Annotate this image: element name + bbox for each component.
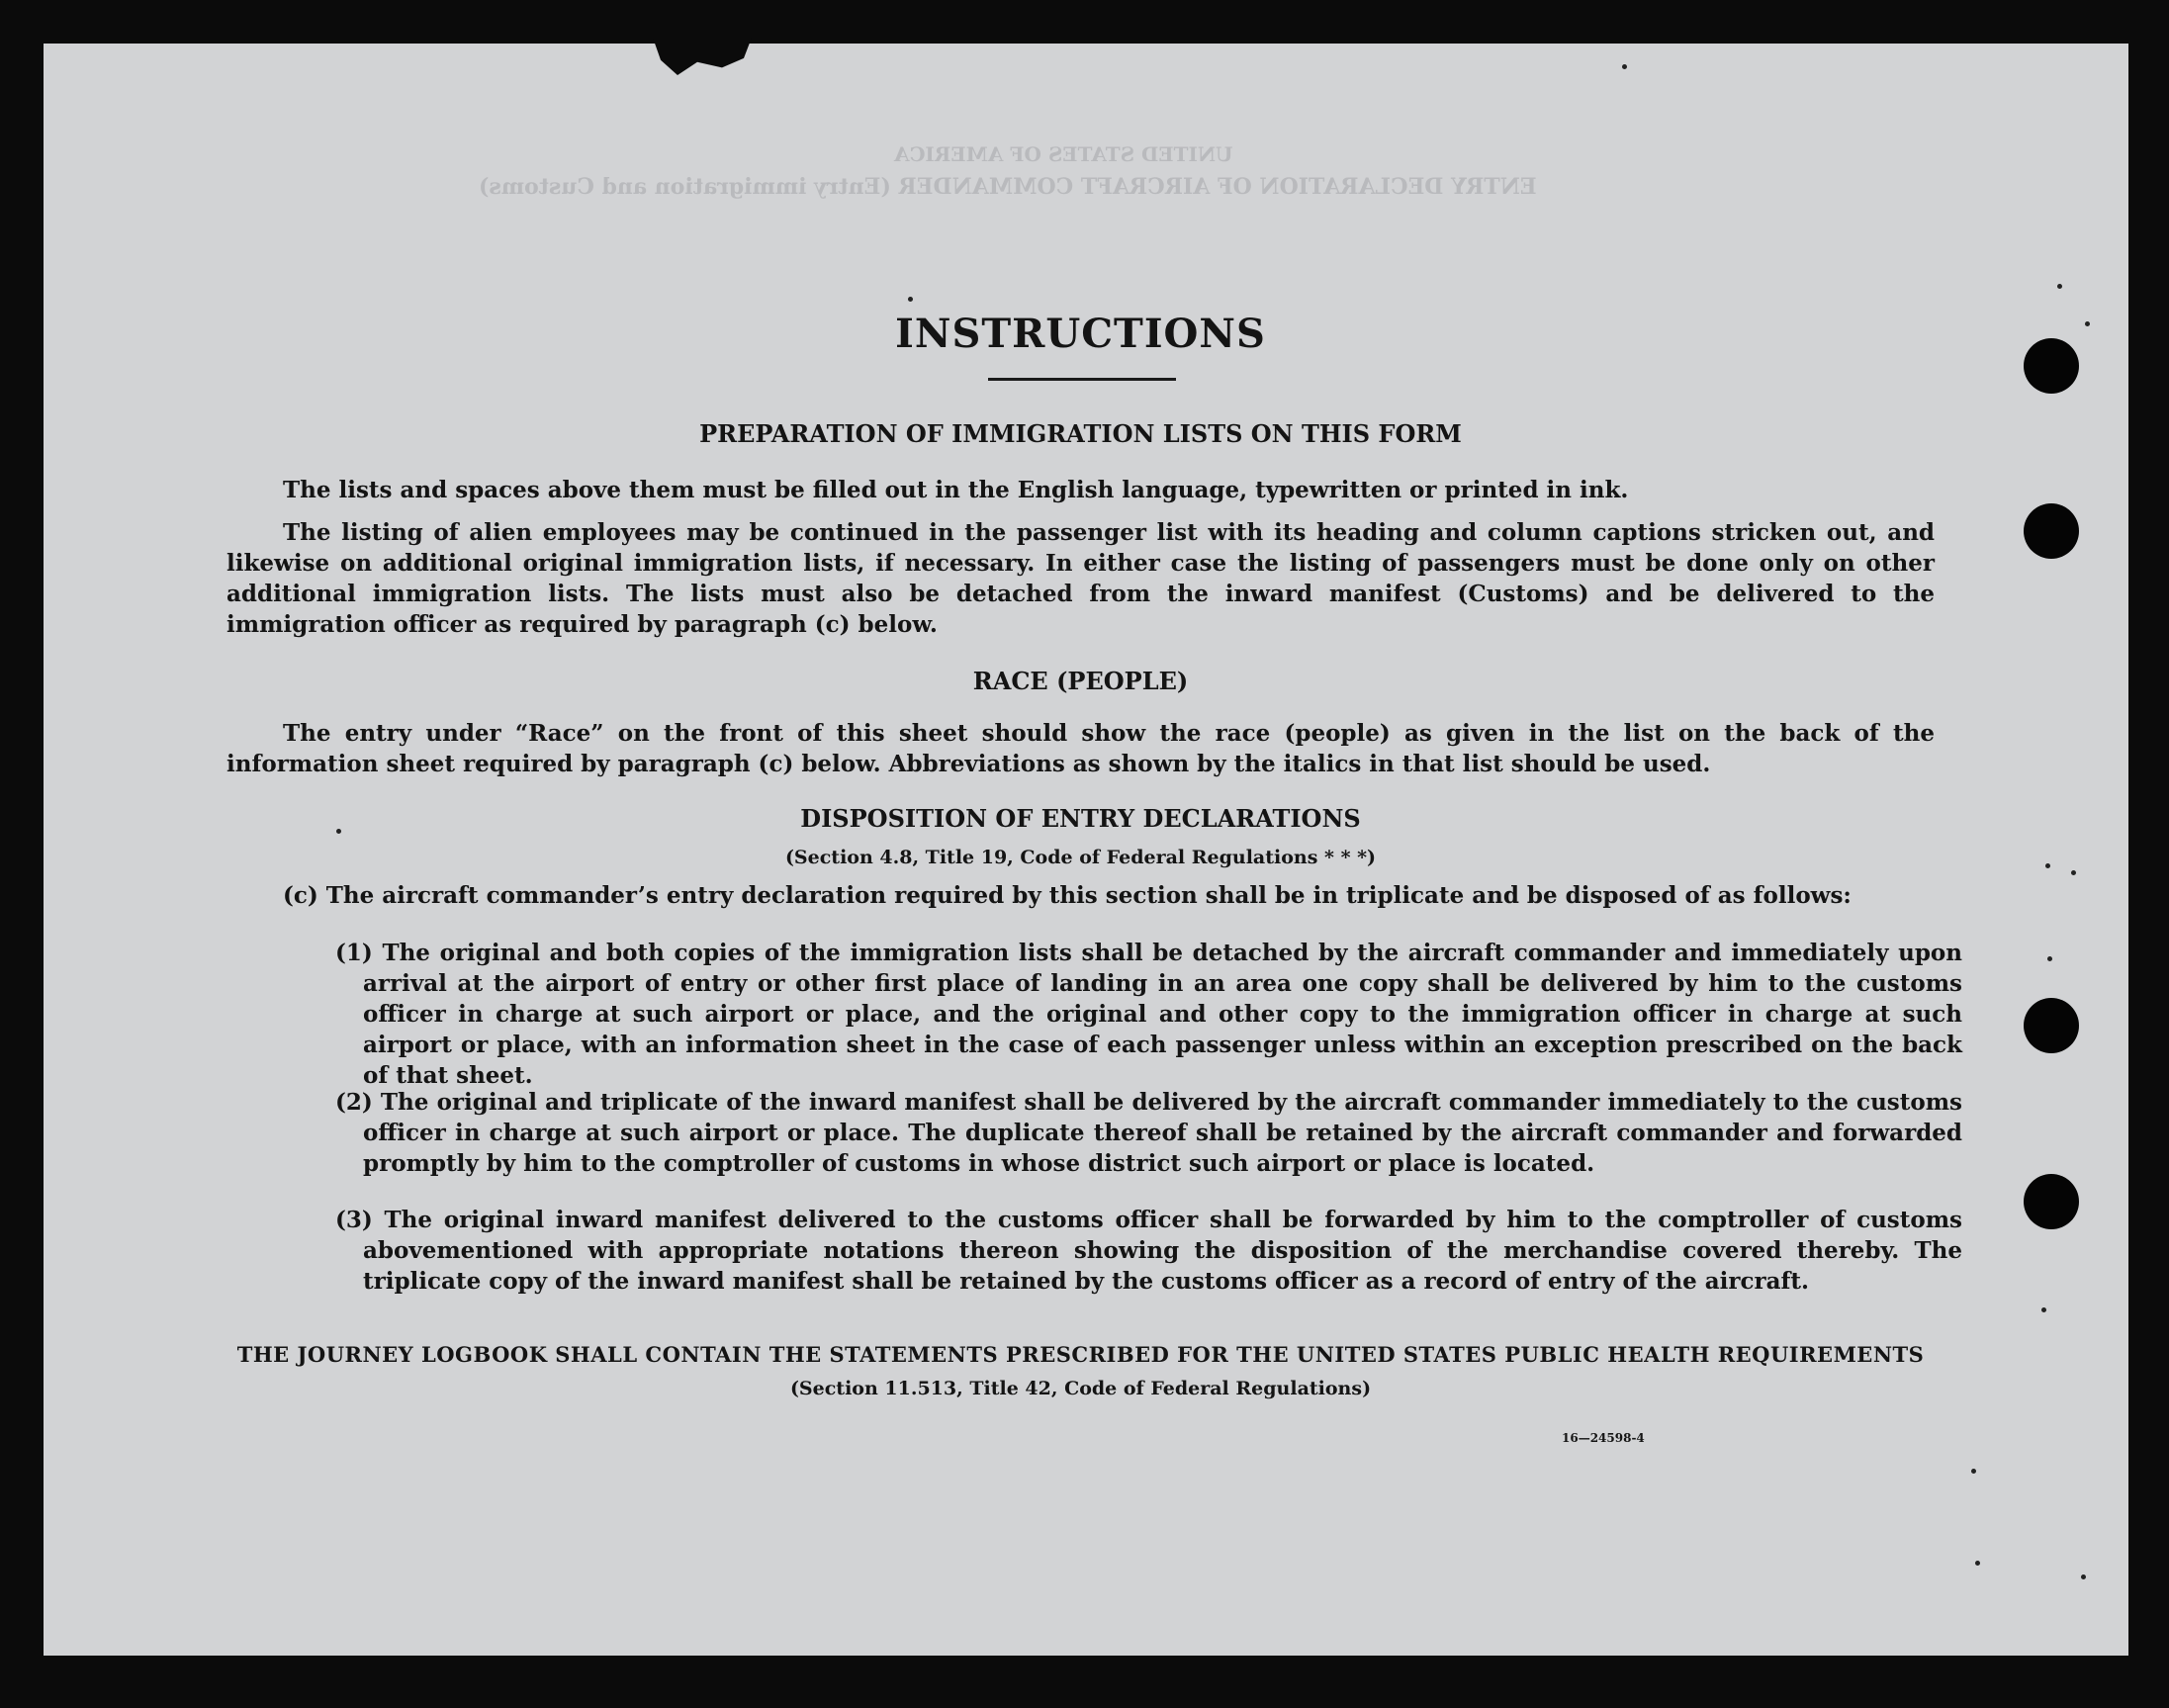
title-underline — [988, 378, 1176, 381]
punch-hole — [2024, 338, 2079, 394]
paragraph: The entry under “Race” on the front of this sheet should show the race (people) as given in the list on the back of the information sheet required by paragraph (c) below. Abbreviations as shown by the italics in that list should be used. — [226, 720, 1935, 777]
punch-hole — [2024, 1174, 2079, 1229]
footer-citation: (Section 11.513, Title 42, Code of Federal Regulations) — [789, 1378, 1372, 1399]
punch-hole — [2024, 503, 2079, 559]
section-heading-preparation: PREPARATION OF IMMIGRATION LISTS ON THIS FORM — [699, 419, 1462, 448]
list-item: (1) The original and both copies of the immigration lists shall be detached by the aircraft commander and immediately upon arrival at the airport of entry or other first place of landing in an area one copy shall be delivered by him to the customs officer in charge at such airport or place, and the original and other copy to the immigration officer in charge at such airport or place, with an information sheet in the case of each passenger unless within an exception prescribed on the back of that sheet. — [335, 940, 1962, 1089]
page-title: INSTRUCTIONS — [895, 311, 1266, 357]
form-code: 16—24598-4 — [1562, 1431, 1645, 1445]
bleed-through-text: UNITED STATES OF AMERICA — [894, 142, 1233, 166]
paragraph: (c) The aircraft commander’s entry declaration required by this section shall be in triplicate and be disposed of as follows: — [283, 882, 1852, 909]
paragraph: The lists and spaces above them must be filled out in the English language, typewritten or printed in ink. — [283, 477, 1629, 503]
section-heading-race: RACE (PEOPLE) — [972, 667, 1189, 695]
bleed-through-text: ENTRY DECLARATION OF AIRCRAFT COMMANDER (Entry immigration and Customs) — [479, 174, 1537, 200]
list-item: (3) The original inward manifest delivered to the customs officer shall be forwarded by him to the comptroller of customs abovementioned with appropriate notations thereon showing the disposition of the merchandise covered thereby. The triplicate copy of the inward manifest shall be retained by the customs officer as a record of entry of the aircraft. — [335, 1207, 1962, 1295]
paragraph: The listing of alien employees may be continued in the passenger list with its heading and column captions stricken out, and likewise on additional original immigration lists, if necessary. In either case the listing of passengers must be done only on other additional immigration lists. The lists must also be detached from the inward manifest (Customs) and be delivered to the immigration officer as required by paragraph (c) below. — [226, 519, 1935, 638]
section-heading-disposition: DISPOSITION OF ENTRY DECLARATIONS — [800, 804, 1361, 833]
footer-statement: THE JOURNEY LOGBOOK SHALL CONTAIN THE STATEMENTS PRESCRIBED FOR THE UNITED STATES PUBLIC HEALTH REQUIREMENTS — [236, 1342, 1925, 1367]
punch-hole — [2024, 998, 2079, 1053]
list-item: (2) The original and triplicate of the inward manifest shall be delivered by the aircraft commander immediately to the customs officer in charge at such airport or place. The duplicate thereof shall be retained by the aircraft commander and forwarded promptly by him to the comptroller of customs in whose district such airport or place is located. — [335, 1089, 1962, 1177]
section-citation: (Section 4.8, Title 19, Code of Federal Regulations * * *) — [784, 847, 1377, 868]
